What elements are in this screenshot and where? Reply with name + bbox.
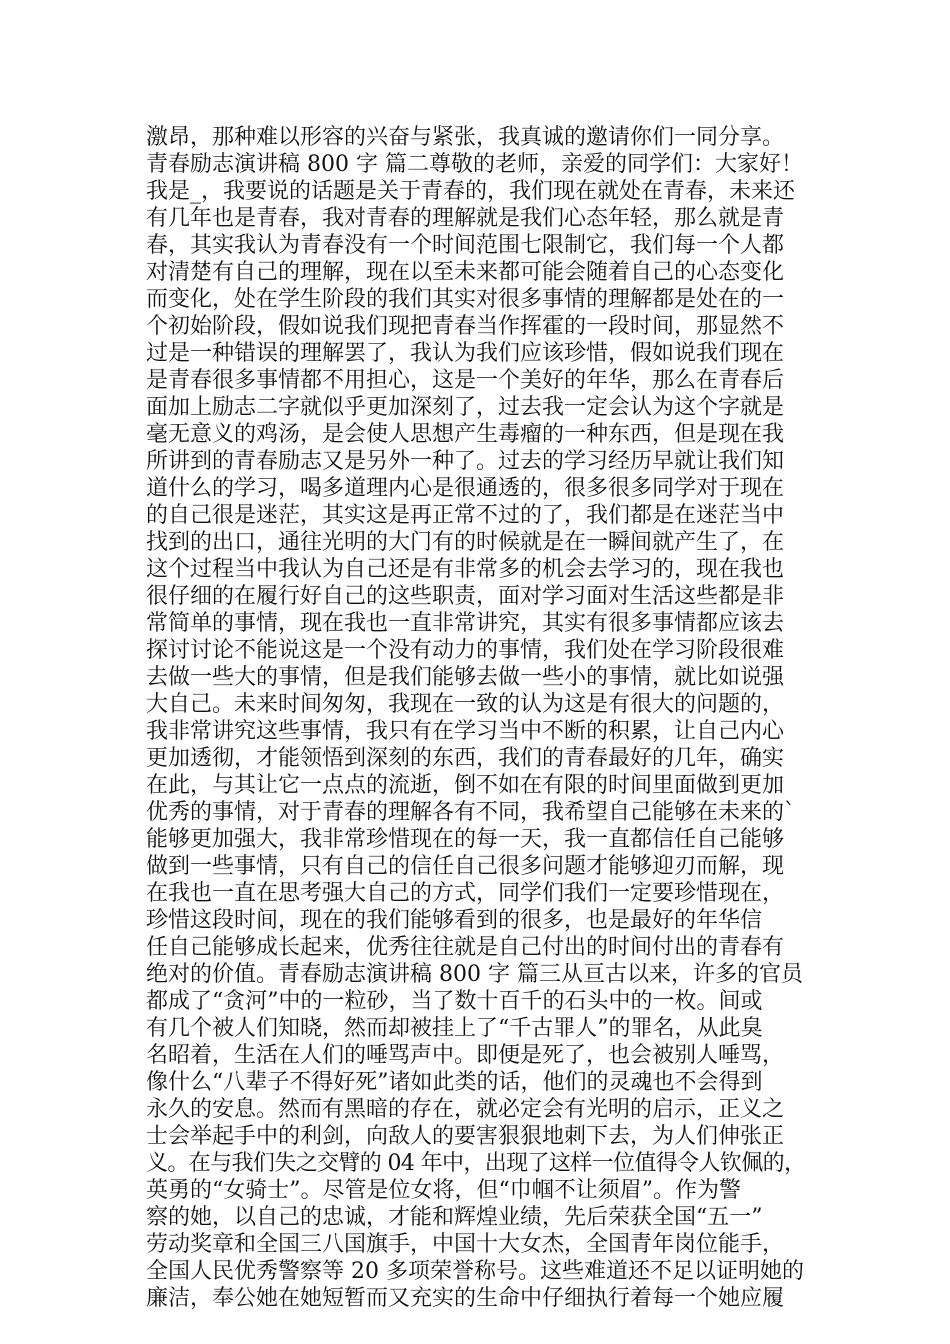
text-line: 过是一种错误的理解罢了，我认为我们应该珍惜，假如说我们现在 xyxy=(146,341,785,366)
text-line: 在此，与其让它一点点的流逝，倒不如在有限的时间里面做到更加 xyxy=(146,773,785,798)
text-line: 常简单的事情，现在我也一直非常讲究，其实有很多事情都应该去 xyxy=(146,611,785,636)
text-line: 优秀的事情，对于青春的理解各有不同，我希望自己能够在未来的` xyxy=(146,800,796,825)
text-line: 对清楚有自己的理解，现在以至未来都可能会随着自己的心态变化 xyxy=(146,260,785,285)
text-line: 察的她，以自己的忠诚，才能和辉煌业绩，先后荣获全国“五一” xyxy=(146,1205,763,1230)
text-line: 有几年也是青春，我对青春的理解就是我们心态年轻，那么就是青 xyxy=(146,206,785,231)
text-line: 很仔细的在履行好自己的这些职责，面对学习面对生活这些都是非 xyxy=(146,584,785,609)
text-line: 找到的出口，通往光明的大门有的时候就是在一瞬间就产生了，在 xyxy=(146,530,785,555)
text-line: 像什么“八辈子不得好死”诸如此类的话，他们的灵魂也不会得到 xyxy=(146,1070,763,1095)
text-line: 我是_，我要说的话题是关于青春的，我们现在就处在青春，未来还 xyxy=(146,179,796,204)
text-line: 任自己能够成长起来，优秀往往就是自己付出的时间付出的青春有 xyxy=(146,935,785,960)
text-line: 是青春很多事情都不用担心，这是一个美好的年华，那么在青春后 xyxy=(146,368,785,393)
text-line: 在我也一直在思考强大自己的方式，同学们我们一定要珍惜现在， xyxy=(146,881,785,906)
text-line: 更加透彻，才能领悟到深刻的东西，我们的青春最好的几年，确实 xyxy=(146,746,785,771)
text-line: 能够更加强大，我非常珍惜现在的每一天，我一直都信任自己能够 xyxy=(146,827,785,852)
text-line: 做到一些事情，只有自己的信任自己很多问题才能够迎刃而解，现 xyxy=(146,854,785,879)
text-line: 激昂，那种难以形容的兴奋与紧张，我真诚的邀请你们一同分享。 xyxy=(146,125,785,150)
text-line: 毫无意义的鸡汤，是会使人思想产生毒瘤的一种东西，但是现在我 xyxy=(146,422,785,447)
text-line: 去做一些大的事情，但是我们能够去做一些小的事情，就比如说强 xyxy=(146,665,785,690)
text-line: 永久的安息。然而有黑暗的存在，就必定会有光明的启示，正义之 xyxy=(146,1097,785,1122)
text-line: 全国人民优秀警察等 20 多项荣誉称号。这些难道还不足以证明她的 xyxy=(146,1259,804,1284)
text-line: 道什么的学习，喝多道理内心是很通透的，很多很多同学对于现在 xyxy=(146,476,785,501)
text-line: 个初始阶段，假如说我们现把青春当作挥霍的一段时间，那显然不 xyxy=(146,314,785,339)
text-line: 青春励志演讲稿 800 字 篇二尊敬的老师，亲爱的同学们：大家好！ xyxy=(146,152,803,177)
text-line: 探讨讨论不能说这是一个没有动力的事情，我们处在学习阶段很难 xyxy=(146,638,785,663)
text-line: 春，其实我认为青春没有一个时间范围七限制它，我们每一个人都 xyxy=(146,233,785,258)
text-line: 的自己很是迷茫，其实这是再正常不过的了，我们都是在迷茫当中 xyxy=(146,503,785,528)
text-line: 绝对的价值。青春励志演讲稿 800 字 篇三从亘古以来，许多的官员 xyxy=(146,962,803,987)
text-line: 士会举起手中的利剑，向敌人的要害狠狠地刺下去，为人们伸张正 xyxy=(146,1124,785,1149)
text-line: 义。在与我们失之交臂的 04 年中，出现了这样一位值得令人钦佩的， xyxy=(146,1151,806,1176)
text-line: 英勇的“女骑士”。尽管是位女将，但“巾帼不让须眉”。作为警 xyxy=(146,1178,741,1203)
text-line: 都成了“贪河”中的一粒砂，当了数十百千的石头中的一枚。间或 xyxy=(146,989,763,1014)
text-line: 大自己。未来时间匆匆，我现在一致的认为这是有很大的问题的， xyxy=(146,692,785,717)
text-line: 这个过程当中我认为自己还是有非常多的机会去学习的，现在我也 xyxy=(146,557,785,582)
text-line: 名昭着，生活在人们的唾骂声中。即便是死了，也会被别人唾骂， xyxy=(146,1043,785,1068)
text-line: 所讲到的青春励志又是另外一种了。过去的学习经历早就让我们知 xyxy=(146,449,785,474)
text-line: 劳动奖章和全国三八国旗手，中国十大女杰，全国青年岗位能手， xyxy=(146,1232,785,1257)
text-line: 我非常讲究这些事情，我只有在学习当中不断的积累，让自己内心 xyxy=(146,719,785,744)
body-text xyxy=(146,124,806,1312)
text-line: 面加上励志二字就似乎更加深刻了，过去我一定会认为这个字就是 xyxy=(146,395,785,420)
text-line: 珍惜这段时间，现在的我们能够看到的很多，也是最好的年华信 xyxy=(146,908,763,933)
text-line: 而变化，处在学生阶段的我们其实对很多事情的理解都是处在的一 xyxy=(146,287,785,312)
text-line: 廉洁，奉公她在她短暂而又充实的生命中仔细执行着每一个她应履 xyxy=(146,1286,785,1311)
text-line: 有几个被人们知晓，然而却被挂上了“千古罪人”的罪名，从此臭 xyxy=(146,1016,763,1041)
